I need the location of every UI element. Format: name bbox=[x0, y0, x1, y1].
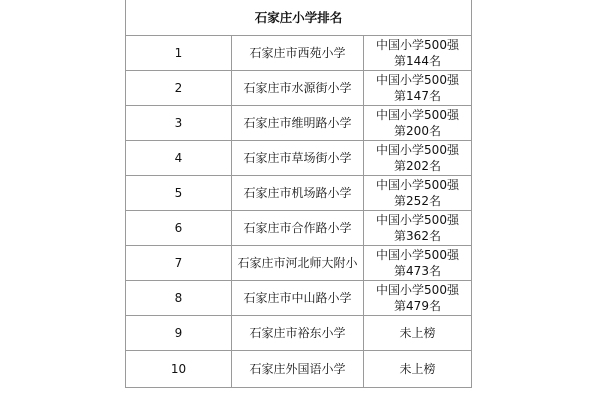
table-row bbox=[126, 281, 472, 316]
ranking-note-line1: 中国小学500强 bbox=[376, 283, 459, 297]
ranking-note-cell: 未上榜 bbox=[364, 316, 472, 351]
ranking-note-cell bbox=[364, 281, 472, 316]
rank-cell: 5 bbox=[126, 176, 232, 211]
table-title: 石家庄小学排名 bbox=[126, 0, 472, 36]
ranking-note-line1: 中国小学500强 bbox=[376, 178, 459, 192]
table-row bbox=[126, 246, 472, 281]
ranking-note-line1: 中国小学500强 bbox=[376, 143, 459, 157]
school-name-cell: 石家庄市草场街小学 bbox=[232, 141, 364, 176]
ranking-note-line1: 中国小学500强 bbox=[376, 38, 459, 52]
ranking-note-cell: 未上榜 bbox=[364, 351, 472, 388]
ranking-note-line2: 第144名 bbox=[394, 54, 441, 68]
ranking-note-line2: 第147名 bbox=[394, 89, 441, 103]
school-name-cell: 石家庄市合作路小学 bbox=[232, 211, 364, 246]
ranking-note-line1: 中国小学500强 bbox=[376, 73, 459, 87]
rank-cell: 7 bbox=[126, 246, 232, 281]
ranking-note-line2: 第473名 bbox=[394, 264, 441, 278]
ranking-note-cell bbox=[364, 246, 472, 281]
ranking-note-cell bbox=[364, 36, 472, 71]
table-row bbox=[126, 36, 472, 71]
ranking-note-cell bbox=[364, 71, 472, 106]
ranking-note-cell bbox=[364, 141, 472, 176]
school-name-cell: 石家庄市中山路小学 bbox=[232, 281, 364, 316]
school-name-cell: 石家庄市维明路小学 bbox=[232, 106, 364, 141]
table-row bbox=[126, 71, 472, 106]
rank-cell: 9 bbox=[126, 316, 232, 351]
ranking-note-line2: 第202名 bbox=[394, 159, 441, 173]
school-name-cell: 石家庄市机场路小学 bbox=[232, 176, 364, 211]
table-row bbox=[126, 211, 472, 246]
school-name-cell: 石家庄市裕东小学 bbox=[232, 316, 364, 351]
school-name-cell: 石家庄市河北师大附小 bbox=[232, 246, 364, 281]
ranking-note-cell bbox=[364, 211, 472, 246]
ranking-note-line1: 中国小学500强 bbox=[376, 248, 459, 262]
ranking-note-line2: 第200名 bbox=[394, 124, 441, 138]
rank-cell: 6 bbox=[126, 211, 232, 246]
table-row bbox=[126, 106, 472, 141]
table-row bbox=[126, 176, 472, 211]
table-row bbox=[126, 351, 472, 388]
ranking-note-line2: 第479名 bbox=[394, 299, 441, 313]
ranking-note-line1: 中国小学500强 bbox=[376, 108, 459, 122]
rank-cell: 3 bbox=[126, 106, 232, 141]
table-row bbox=[126, 316, 472, 351]
ranking-note-cell bbox=[364, 176, 472, 211]
school-name-cell: 石家庄市西苑小学 bbox=[232, 36, 364, 71]
ranking-note-line2: 第362名 bbox=[394, 229, 441, 243]
ranking-note-cell bbox=[364, 106, 472, 141]
table-row bbox=[126, 141, 472, 176]
rank-cell: 8 bbox=[126, 281, 232, 316]
school-name-cell: 石家庄外国语小学 bbox=[232, 351, 364, 388]
rank-cell: 4 bbox=[126, 141, 232, 176]
school-name-cell: 石家庄市水源街小学 bbox=[232, 71, 364, 106]
rank-cell: 1 bbox=[126, 36, 232, 71]
ranking-note-line2: 第252名 bbox=[394, 194, 441, 208]
school-ranking-table bbox=[125, 0, 472, 388]
rank-cell: 2 bbox=[126, 71, 232, 106]
ranking-note-line1: 中国小学500强 bbox=[376, 213, 459, 227]
ranking-table-container bbox=[125, 0, 471, 400]
rank-cell: 10 bbox=[126, 351, 232, 388]
